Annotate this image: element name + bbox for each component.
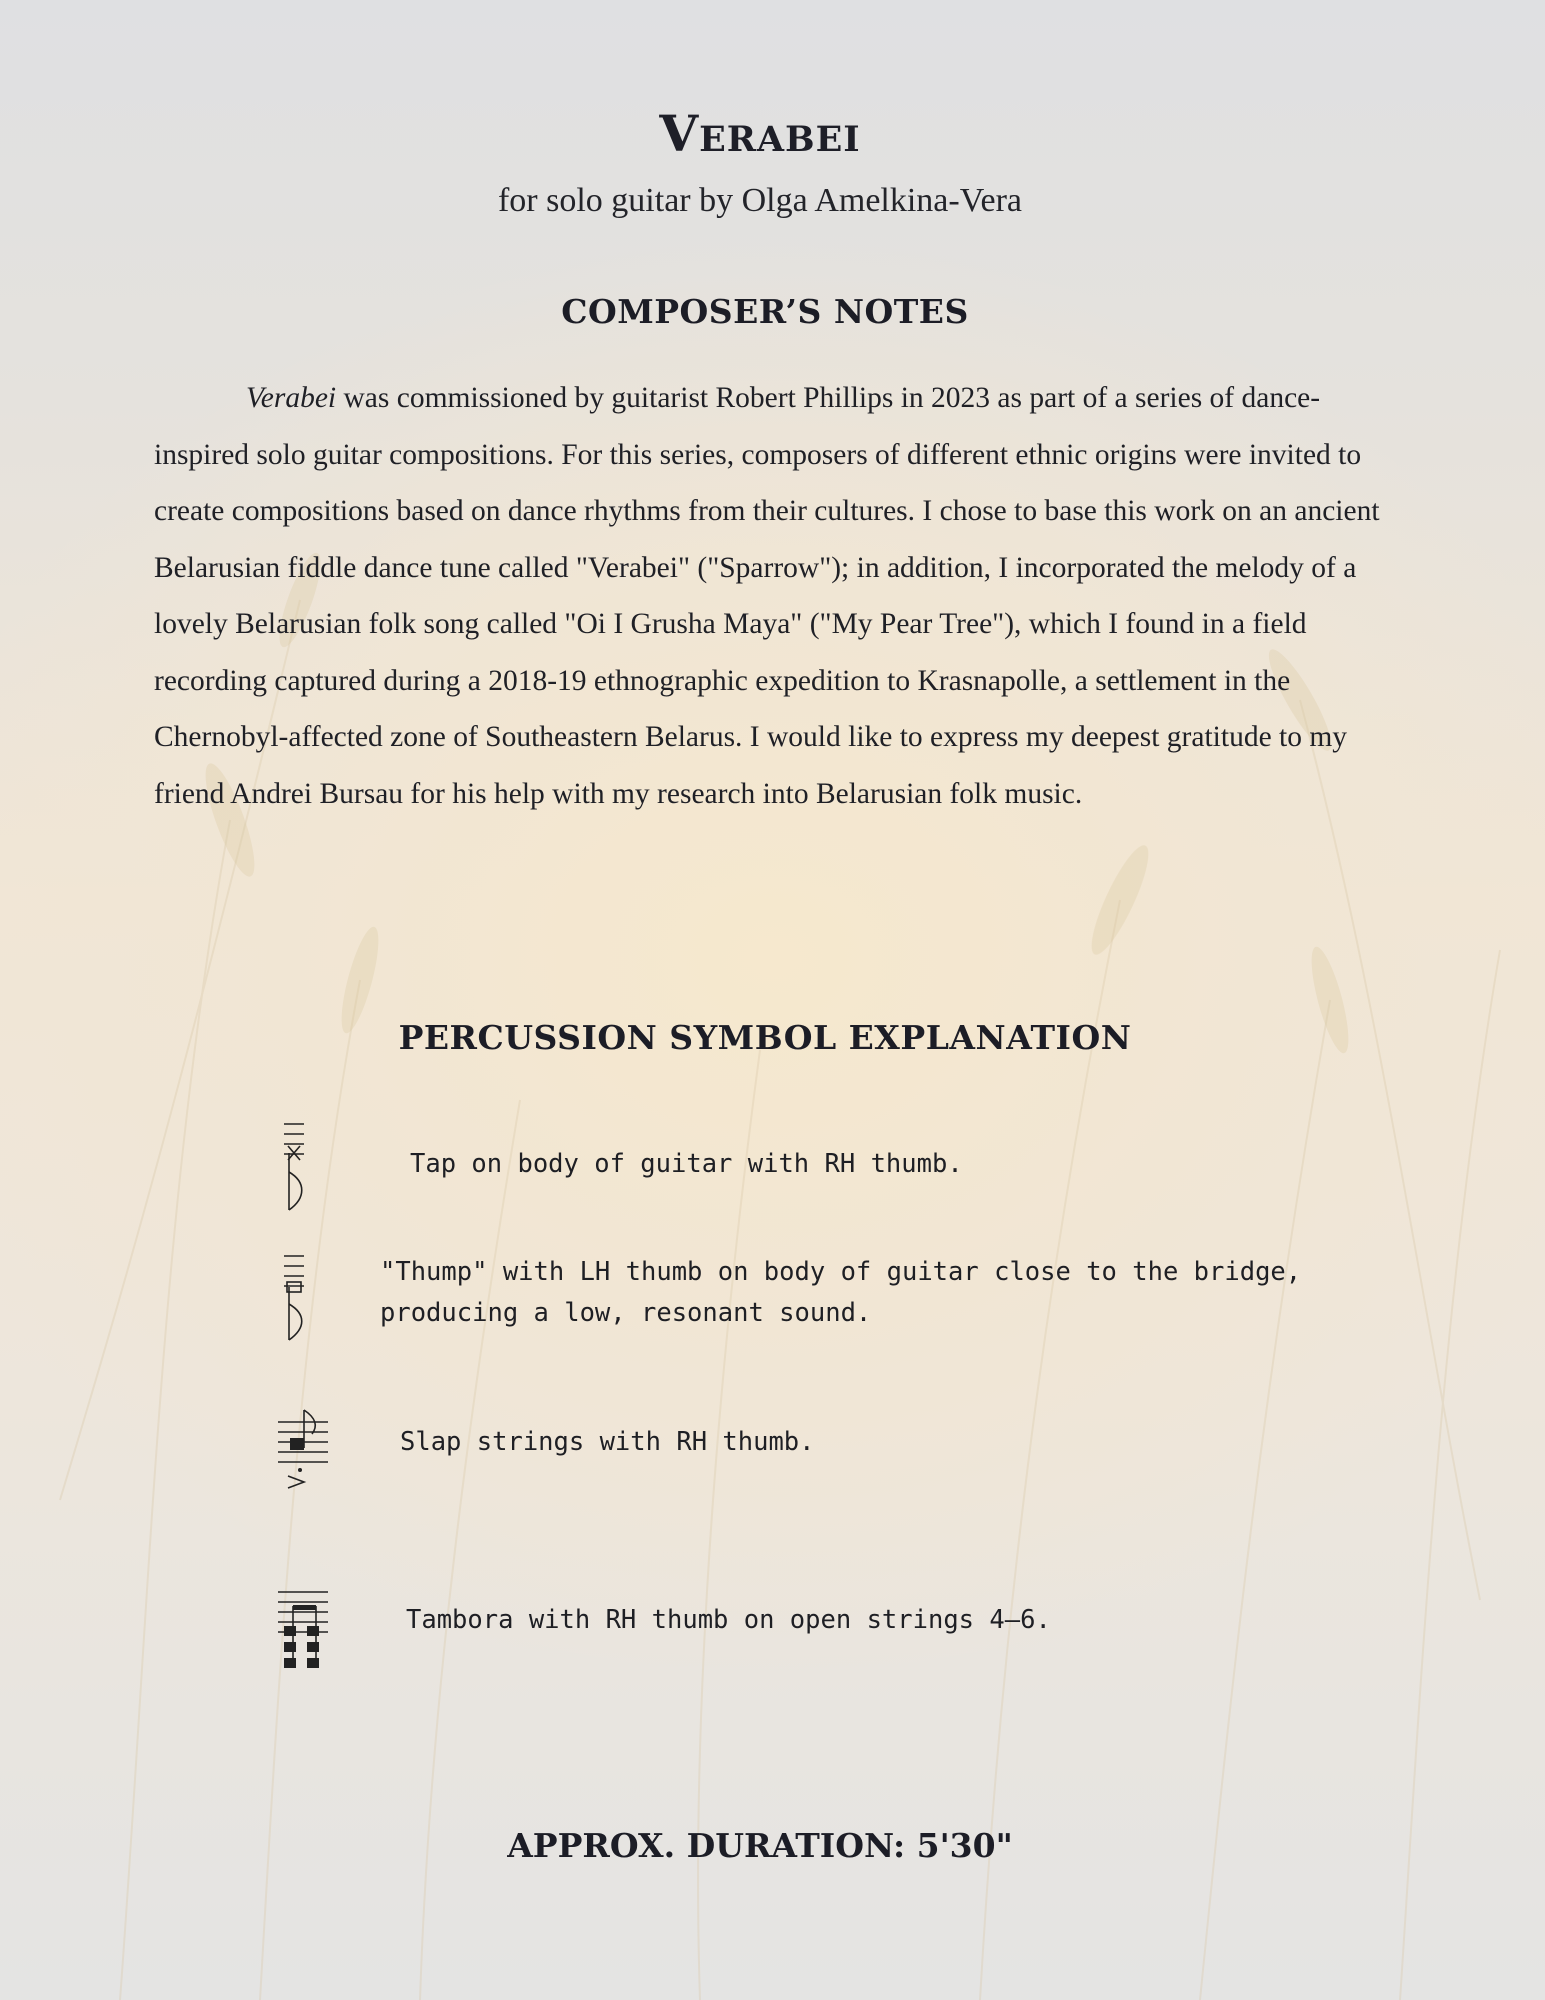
work-title-italic: Verabei [246, 382, 337, 414]
percussion-item-text: Tap on body of guitar with RH thumb. [410, 1149, 963, 1179]
piece-subtitle: for solo guitar by Olga Amelkina-Vera [497, 182, 1023, 219]
percussion-item [270, 1252, 1410, 1362]
percussion-item-text: Slap strings with RH thumb. [400, 1427, 815, 1457]
slap-notehead-accent-icon [270, 1408, 330, 1518]
box-notehead-thump-icon [270, 1252, 330, 1362]
piece-title: Verabei [659, 104, 861, 163]
percussion-item-text: Tambora with RH thumb on open strings 4–6. [406, 1605, 1051, 1635]
tambora-chord-icon [270, 1586, 330, 1696]
composers-notes-body [154, 370, 1384, 822]
percussion-item [270, 1586, 1410, 1696]
percussion-item [270, 1408, 1410, 1518]
approx-duration: APPROX. DURATION: 5'30" [507, 1826, 1013, 1865]
composers-notes-heading: COMPOSER’S NOTES [561, 292, 969, 331]
notes-paragraph [154, 370, 1384, 822]
percussion-item-text: "Thump" with LH thumb on body of guitar close to the bridge, producing a low, resonant sound. [380, 1257, 1302, 1328]
x-notehead-tap-icon [270, 1120, 330, 1230]
percussion-heading: PERCUSSION SYMBOL EXPLANATION [398, 1018, 1132, 1057]
percussion-item [270, 1120, 1410, 1230]
notes-text: was commissioned by guitarist Robert Phillips in 2023 as part of a series of dance-inspired solo guitar compositions. For this series, composers of different ethnic origins were invited to create compositions based on dance rhythms from their cultures. I chose to base this work on an ancient Belarusian fiddle dance tune called "Verabei" ("Sparrow"); in addition, I incorporated the melody of a lovely Belarusian folk song called "Oi I Grusha Maya" ("My Pear Tree"), which I found in a field recording captured during a 2018-19 ethnographic expedition to Krasnapolle, a settlement in the Chernobyl-affected zone of Southeastern Belarus. I would like to express my deepest gratitude to my friend Andrei Bursau for his help with my research into Belarusian folk music. [154, 382, 1380, 810]
